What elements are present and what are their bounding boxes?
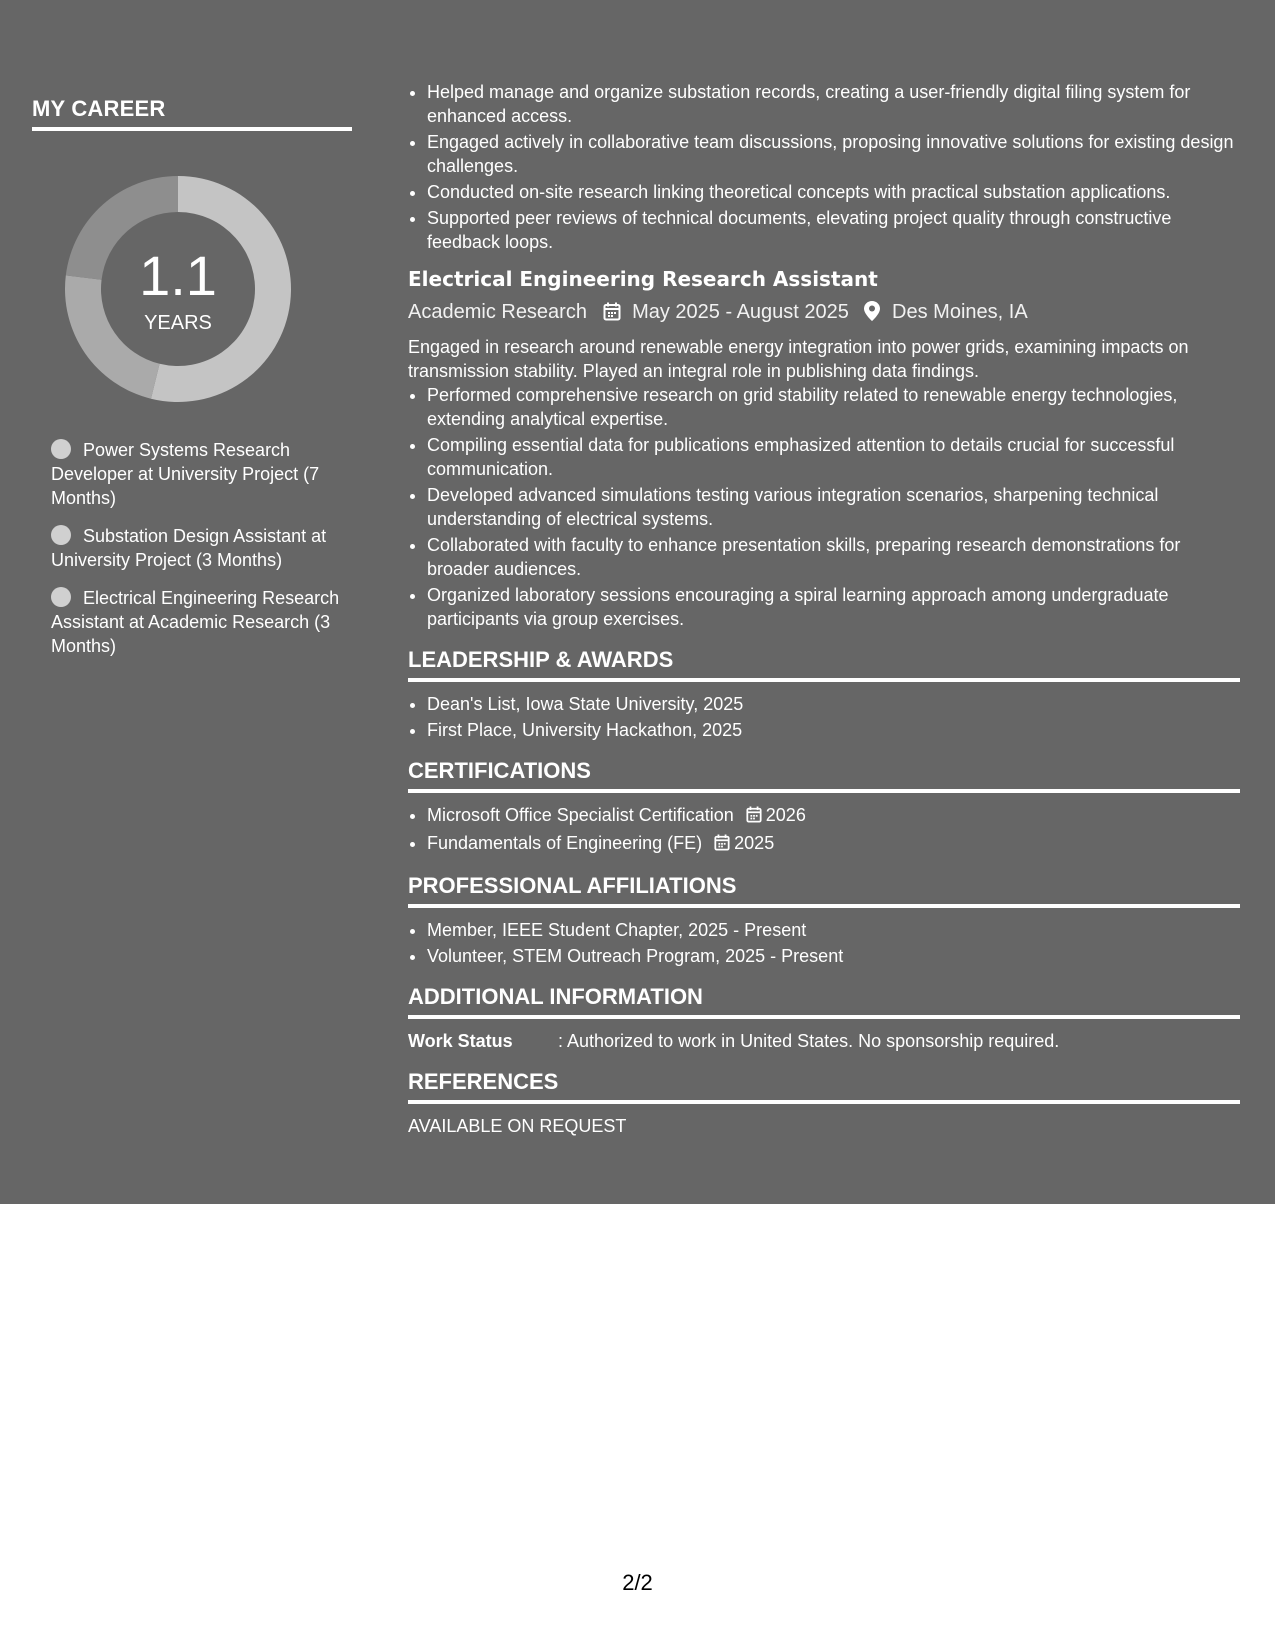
career-heading: MY CAREER	[32, 96, 352, 131]
section-heading: PROFESSIONAL AFFILIATIONS	[408, 873, 1240, 908]
career-years-unit: YEARS	[144, 312, 212, 334]
job-summary: Engaged in research around renewable energy integration into power grids, examining impacts on transmission stability. Played an integral role in publishing data findings.	[408, 337, 1189, 381]
job-title: Electrical Engineering Research Assistant	[408, 267, 878, 291]
list-item: • Developed advanced simulations testing various integration scenarios, sharpening technical understanding of electrical systems.	[427, 483, 1240, 531]
list-item: • Member, IEEE Student Chapter, 2025 - Present	[427, 918, 1240, 942]
leadership-section	[408, 647, 1240, 742]
bullet-dot-icon	[51, 587, 71, 607]
bullet-dot-icon	[51, 439, 71, 459]
work-status-label: Work Status	[408, 1031, 513, 1051]
list-item: • Dean's List, Iowa State University, 2025	[427, 692, 1240, 716]
location-pin-icon	[864, 301, 880, 329]
career-item: Power Systems Research Developer at University Project (7 Months)	[51, 440, 320, 508]
career-donut-chart	[65, 176, 291, 402]
list-item: • Conducted on-site research linking theoretical concepts with practical substation applications.	[427, 180, 1240, 204]
list-item: • Engaged actively in collaborative team discussions, proposing innovative solutions for existing design challenges.	[427, 130, 1240, 178]
left-column	[32, 96, 352, 656]
calendar-icon	[746, 805, 762, 829]
section-heading: LEADERSHIP & AWARDS	[408, 647, 1240, 682]
list-item: • Fundamentals of Engineering (FE) 2025	[427, 831, 1240, 857]
work-status-value: : Authorized to work in United States. No sponsorship required.	[558, 1031, 1060, 1051]
list-item: • Compiling essential data for publications emphasized attention to details crucial for successful communication.	[427, 433, 1240, 481]
calendar-icon	[603, 301, 621, 329]
career-list	[51, 438, 341, 672]
previous-job-bullets	[408, 80, 1240, 254]
bullet-dot-icon	[51, 525, 71, 545]
list-item: • Performed comprehensive research on grid stability related to renewable energy technologies, extending analytical expertise.	[427, 383, 1240, 431]
affiliations-section	[408, 873, 1240, 968]
list-item: • Supported peer reviews of technical documents, elevating project quality through constructive feedback loops.	[427, 206, 1240, 254]
job-bullets	[408, 383, 1240, 631]
list-item: • First Place, University Hackathon, 2025	[427, 718, 1240, 742]
list-item: • Volunteer, STEM Outreach Program, 2025 - Present	[427, 944, 1240, 968]
certifications-section	[408, 758, 1240, 857]
section-heading: CERTIFICATIONS	[408, 758, 1240, 793]
right-column	[408, 80, 1240, 1138]
career-total-years: 1.1	[139, 244, 217, 307]
list-item: • Microsoft Office Specialist Certification 2026	[427, 803, 1240, 829]
job-dates: May 2025 - August 2025	[632, 301, 849, 323]
references-text: AVAILABLE ON REQUEST	[408, 1116, 627, 1136]
job-location: Des Moines, IA	[892, 301, 1028, 323]
calendar-icon	[714, 833, 730, 857]
career-item: Substation Design Assistant at University Project (3 Months)	[51, 526, 327, 570]
job-meta	[408, 298, 1240, 329]
career-item: Electrical Engineering Research Assistant at Academic Research (3 Months)	[51, 588, 340, 656]
list-item: • Collaborated with faculty to enhance presentation skills, preparing research demonstrations for broader audiences.	[427, 533, 1240, 581]
page-number: 2/2	[622, 1570, 653, 1595]
list-item: • Organized laboratory sessions encouraging a spiral learning approach among undergraduate participants via group exercises.	[427, 583, 1240, 631]
list-item: • Helped manage and organize substation records, creating a user-friendly digital filing system for enhanced access.	[427, 80, 1240, 128]
section-heading: REFERENCES	[408, 1069, 1240, 1104]
section-heading: ADDITIONAL INFORMATION	[408, 984, 1240, 1019]
job-company: Academic Research	[408, 301, 587, 323]
additional-info-section	[408, 984, 1240, 1053]
references-section	[408, 1069, 1240, 1138]
